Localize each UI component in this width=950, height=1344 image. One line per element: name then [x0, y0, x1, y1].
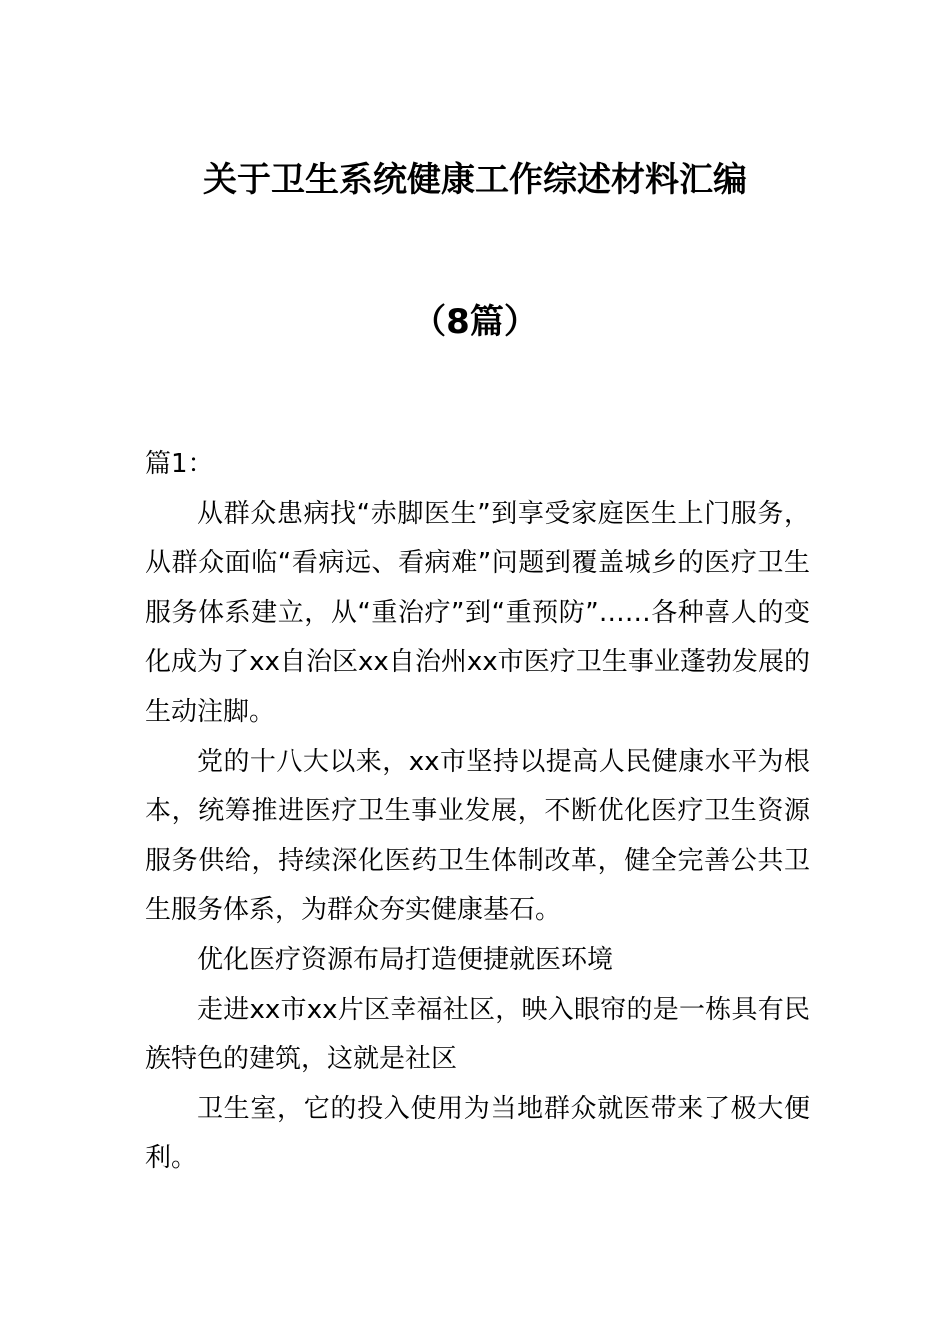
section-label: 篇1：	[145, 449, 214, 479]
paragraph-2: 党的十八大以来，xx市坚持以提高人民健康水平为根本，统筹推进医疗卫生事业发展，不断优化医疗卫生资源服务供给，持续深化医药卫生体制改革，健全完善公共卫生服务体系，为群众夯实健康基石。	[145, 746, 810, 926]
section-heading: 优化医疗资源布局打造便捷就医环境	[197, 944, 614, 975]
paragraph-4: 卫生室，它的投入使用为当地群众就医带来了极大便利。	[145, 1093, 810, 1174]
paragraph-3: 走进xx市xx片区幸福社区，映入眼帘的是一栋具有民族特色的建筑，这就是社区	[145, 994, 810, 1075]
document-subtitle: （8篇）	[412, 302, 538, 342]
document-body	[145, 440, 810, 1184]
document-title: 关于卫生系统健康工作综述材料汇编	[203, 160, 747, 200]
paragraph-1: 从群众患病找“赤脚医生”到享受家庭医生上门服务，从群众面临“看病远、看病难”问题到覆盖城乡的医疗卫生服务体系建立，从“重治疗”到“重预防”……各种喜人的变化成为了xx自治区xx自治州xx市医疗卫生事业蓬勃发展的生动注脚。	[145, 498, 810, 727]
